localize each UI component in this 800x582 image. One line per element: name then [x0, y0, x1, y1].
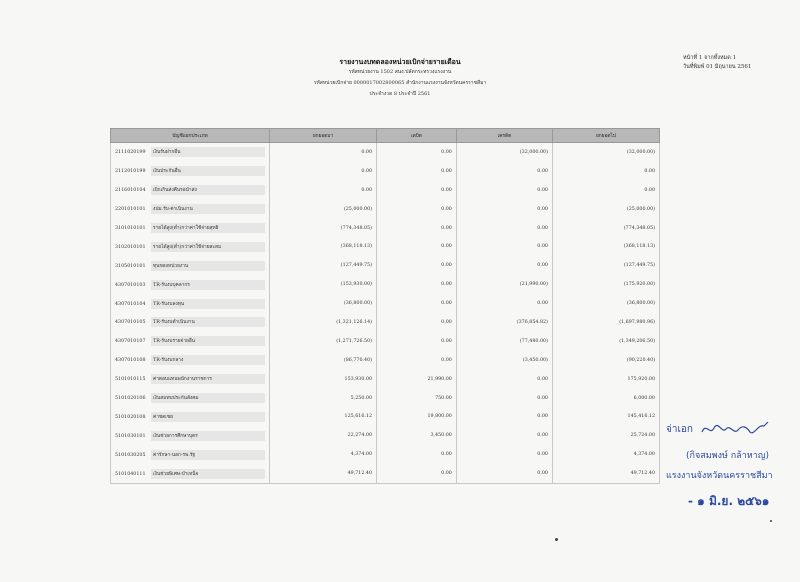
- carried-forward-value: (1,349,206.50): [552, 332, 659, 351]
- brought-forward-value: 0.00: [270, 181, 377, 200]
- debit-value: 0.00: [377, 181, 457, 200]
- account-cell: [111, 313, 270, 332]
- carried-forward-value: 0.00: [552, 181, 659, 200]
- debit-value: 0.00: [377, 143, 457, 162]
- handwritten-signature: [700, 420, 770, 438]
- debit-value: 0.00: [377, 313, 457, 332]
- table-row: [111, 407, 660, 426]
- credit-value: 0.00: [456, 181, 552, 200]
- signer-position: แรงงานจังหวัดนครราชสีมา: [666, 471, 773, 481]
- carried-forward-value: (774,348.05): [552, 219, 659, 238]
- table-row: [111, 389, 660, 408]
- account-code: 4307010104: [115, 301, 146, 307]
- account-code: 2111020199: [115, 150, 146, 156]
- brought-forward-value: (1,321,126.14): [270, 313, 377, 332]
- page-info: [683, 54, 793, 72]
- account-name: ค่าตอบแทนพนักงานราชการ: [151, 374, 265, 384]
- debit-value: 19,800.00: [377, 407, 457, 426]
- table-row: [111, 200, 660, 219]
- trial-balance-table: [110, 128, 660, 484]
- column-header-carried-forward: ยกยอดไป: [552, 129, 659, 143]
- credit-value: 0.00: [456, 294, 552, 313]
- carried-forward-value: 4,374.00: [552, 445, 659, 464]
- credit-value: (376,854.82): [456, 313, 552, 332]
- debit-value: 0.00: [377, 162, 457, 181]
- signature-block: [666, 420, 800, 511]
- credit-value: 0.00: [456, 200, 552, 219]
- brought-forward-value: 153,930.00: [270, 370, 377, 389]
- account-name: TR-รับงบบุคลากร: [151, 280, 265, 290]
- table-row: [111, 237, 660, 256]
- page-number: หน้าที่ 1 จากทั้งหมด 1: [683, 55, 737, 61]
- table-row: [111, 294, 660, 313]
- column-header-debit: เดบิต: [377, 129, 457, 143]
- print-date: วันที่พิมพ์ 01 มิถุนายน 2561: [683, 64, 752, 70]
- report-header: [280, 56, 520, 100]
- account-name: เบิกเกินส่งคืนรอนำส่ง: [151, 185, 265, 195]
- agency-line: รหัสหน่วยงาน 1502 สนง.ปลัดกระทรวงแรงงาน: [348, 69, 452, 75]
- credit-value: (77,480.00): [456, 332, 552, 351]
- table-row: [111, 370, 660, 389]
- credit-value: 0.00: [456, 370, 552, 389]
- debit-value: 0.00: [377, 464, 457, 483]
- scan-speck: [770, 520, 772, 522]
- account-cell: [111, 162, 270, 181]
- debit-value: 0.00: [377, 237, 457, 256]
- account-code: 2112010199: [115, 169, 146, 175]
- brought-forward-value: (86,770.40): [270, 351, 377, 370]
- account-name: เงินช่วยการศึกษาบุตร: [151, 431, 265, 441]
- signature-date: - ๑ มิ.ย. ๒๕๖๑: [688, 494, 770, 508]
- carried-forward-value: (127,449.75): [552, 256, 659, 275]
- debit-value: 3,450.00: [377, 426, 457, 445]
- table-row: [111, 313, 660, 332]
- credit-value: 0.00: [456, 407, 552, 426]
- signer-rank: จ่าเอก: [666, 424, 693, 435]
- account-code: 2201010101: [115, 207, 146, 213]
- signer-name: (กิจสมพงษ์ กล้าหาญ): [686, 451, 769, 461]
- carried-forward-value: (32,000.00): [552, 143, 659, 162]
- brought-forward-value: 22,274.00: [270, 426, 377, 445]
- debit-value: 0.00: [377, 275, 457, 294]
- account-code: 5101040111: [115, 471, 146, 477]
- carried-forward-value: 175,920.00: [552, 370, 659, 389]
- account-cell: [111, 351, 270, 370]
- account-code: 4307010103: [115, 282, 146, 288]
- table-row: [111, 464, 660, 483]
- account-name: เงินช่วยพิเศษ-บำเหน็จ: [151, 469, 265, 479]
- account-code: 3101010101: [115, 226, 146, 231]
- account-cell: [111, 407, 270, 426]
- credit-value: 0.00: [456, 464, 552, 483]
- table-row: [111, 219, 660, 238]
- account-cell: [111, 219, 270, 238]
- carried-forward-value: (36,800.00): [552, 294, 659, 313]
- carried-forward-value: 145,416.12: [552, 407, 659, 426]
- account-cell: [111, 275, 270, 294]
- account-name: งปม.รับ-ค่าเนินงาน: [151, 204, 265, 214]
- disbursement-unit-line: รหัสหน่วยเบิกจ่าย 0000017002800065 สำนักงานแรงงานจังหวัดนครราชสีมา: [313, 80, 487, 86]
- account-name: TR-รับงบรายจ่ายอื่น: [151, 336, 265, 346]
- account-name: รายได้สูง(ต่ำ)กว่าค่าใช้จ่ายสะสม: [151, 242, 265, 252]
- credit-value: 0.00: [456, 426, 552, 445]
- table-row: [111, 332, 660, 351]
- table-row: [111, 275, 660, 294]
- credit-value: 0.00: [456, 389, 552, 408]
- account-code: 3102010101: [115, 244, 146, 250]
- credit-value: 0.00: [456, 162, 552, 181]
- carried-forward-value: 49,712.40: [552, 464, 659, 483]
- account-name: ค่าชดเชย: [151, 412, 265, 422]
- account-name: TR-รับงบกลาง: [151, 355, 265, 365]
- table-row: [111, 426, 660, 445]
- account-name: เงินสมทบประกันสังคม: [151, 393, 265, 403]
- brought-forward-value: (368,118.13): [270, 237, 377, 256]
- credit-value: 0.00: [456, 219, 552, 238]
- brought-forward-value: 0.00: [270, 162, 377, 181]
- debit-value: 0.00: [377, 219, 457, 238]
- account-cell: [111, 181, 270, 200]
- account-cell: [111, 200, 270, 219]
- account-code: 2116010104: [115, 188, 146, 194]
- debit-value: 21,990.00: [377, 370, 457, 389]
- account-name: TR-รับงบดำเนินงาน: [151, 317, 265, 327]
- table-row: [111, 256, 660, 275]
- account-code: 3105010101: [115, 263, 146, 269]
- account-code: 5101030101: [115, 433, 146, 439]
- brought-forward-value: 0.00: [270, 143, 377, 162]
- account-code: 5101020108: [115, 414, 146, 420]
- account-code: 5101010115: [115, 377, 146, 383]
- account-cell: [111, 256, 270, 275]
- carried-forward-value: 0.00: [552, 162, 659, 181]
- account-cell: [111, 294, 270, 313]
- brought-forward-value: (153,930.00): [270, 275, 377, 294]
- table-row: [111, 162, 660, 181]
- table-row: [111, 143, 660, 162]
- account-cell: [111, 464, 270, 483]
- column-header-account: บัญชีแยกประเภท: [111, 129, 270, 143]
- carried-forward-value: (368,118.13): [552, 237, 659, 256]
- debit-value: 0.00: [377, 351, 457, 370]
- debit-value: 0.00: [377, 256, 457, 275]
- table-row: [111, 445, 660, 464]
- brought-forward-value: 125,616.12: [270, 407, 377, 426]
- carried-forward-value: (175,920.00): [552, 275, 659, 294]
- brought-forward-value: (25,000.00): [270, 200, 377, 219]
- account-code: 5101020106: [115, 396, 146, 402]
- account-name: ทุนของหน่วยงาน: [151, 261, 265, 271]
- account-cell: [111, 143, 270, 162]
- table-row: [111, 181, 660, 200]
- brought-forward-value: 49,712.40: [270, 464, 377, 483]
- account-name: เงินรับฝากอื่น: [151, 147, 265, 157]
- account-name: รายได้สูง(ต่ำ)กว่าค่าใช้จ่ายสุทธิ: [151, 223, 265, 233]
- account-name: เงินประกันอื่น: [151, 166, 265, 176]
- account-cell: [111, 370, 270, 389]
- account-code: 4307010107: [115, 339, 146, 345]
- carried-forward-value: (1,697,980.96): [552, 313, 659, 332]
- scan-speck: [555, 538, 558, 541]
- debit-value: 750.00: [377, 389, 457, 408]
- credit-value: 0.00: [456, 256, 552, 275]
- credit-value: 0.00: [456, 237, 552, 256]
- brought-forward-value: (774,348.05): [270, 219, 377, 238]
- credit-value: (21,990.00): [456, 275, 552, 294]
- account-cell: [111, 332, 270, 351]
- brought-forward-value: (127,449.75): [270, 256, 377, 275]
- debit-value: 0.00: [377, 294, 457, 313]
- brought-forward-value: 4,374.00: [270, 445, 377, 464]
- carried-forward-value: 6,000.00: [552, 389, 659, 408]
- account-cell: [111, 237, 270, 256]
- period-line: ประจำงวด 8 ประจำปี 2561: [369, 91, 431, 97]
- brought-forward-value: 5,250.00: [270, 389, 377, 408]
- carried-forward-value: 25,724.00: [552, 426, 659, 445]
- table-row: [111, 351, 660, 370]
- credit-value: 0.00: [456, 445, 552, 464]
- report-title: รายงานงบทดลองหน่วยเบิกจ่ายรายเดือน: [339, 57, 461, 66]
- table-header-row: [111, 129, 660, 143]
- credit-value: (3,450.00): [456, 351, 552, 370]
- account-name: TR-รับงบลงทุน: [151, 299, 265, 309]
- credit-value: (32,000.00): [456, 143, 552, 162]
- account-code: 5101030205: [115, 452, 146, 458]
- account-cell: [111, 389, 270, 408]
- account-cell: [111, 426, 270, 445]
- account-code: 4307010108: [115, 358, 146, 364]
- debit-value: 0.00: [377, 332, 457, 351]
- column-header-brought-forward: ยกยอดมา: [270, 129, 377, 143]
- account-code: 4307010105: [115, 320, 146, 326]
- account-name: ค่ารักษา-นอก-รพ.รัฐ: [151, 450, 265, 460]
- debit-value: 0.00: [377, 445, 457, 464]
- brought-forward-value: (1,271,726.50): [270, 332, 377, 351]
- carried-forward-value: (25,000.00): [552, 200, 659, 219]
- carried-forward-value: (90,220.40): [552, 351, 659, 370]
- debit-value: 0.00: [377, 200, 457, 219]
- column-header-credit: เครดิต: [456, 129, 552, 143]
- brought-forward-value: (36,800.00): [270, 294, 377, 313]
- account-cell: [111, 445, 270, 464]
